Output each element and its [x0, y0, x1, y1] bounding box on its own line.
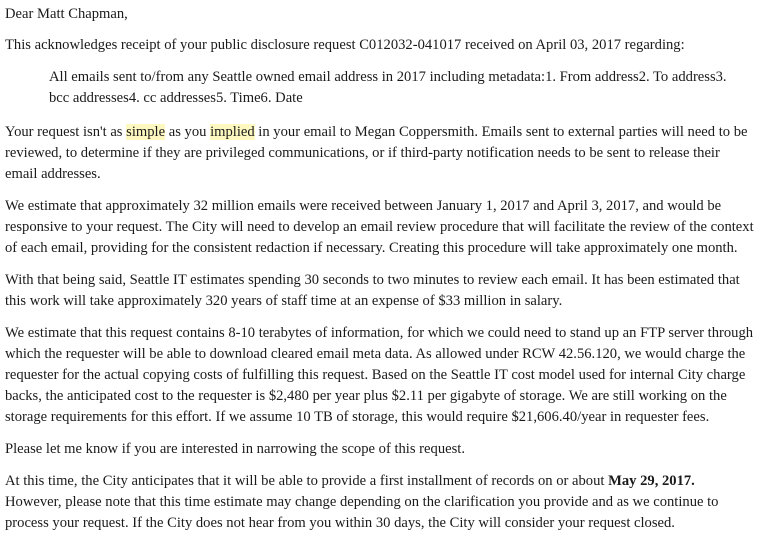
simple-text-3: in your email to Megan Coppersmith. Emails sent to external parties will need to be reviewed, to determine if they are privileged communications, or if third-party notification needs to be sent to release their email addresses.	[5, 124, 748, 182]
timeline-text-1: At this time, the City anticipates that it will be able to provide a first installment of records on or about	[5, 473, 609, 489]
salutation: Dear Matt Chapman,	[5, 6, 128, 22]
acknowledgement-paragraph: This acknowledges receipt of your public disclosure request C012032-041017 received on April 03, 2017 regarding:	[5, 37, 685, 53]
narrow-scope-paragraph: Please let me know if you are interested in narrowing the scope of this request.	[5, 441, 465, 457]
installment-date: May 29, 2017.	[608, 473, 695, 489]
simple-text-2: as you	[165, 124, 211, 140]
it-estimate-paragraph: With that being said, Seattle IT estimates spending 30 seconds to two minutes to review each email. It has been estimated that this work will take approximately 320 years of staff time at an expense of $33 million in salary.	[5, 272, 740, 309]
highlight-implied: implied	[210, 124, 255, 140]
timeline-paragraph	[5, 471, 755, 534]
highlight-simple: simple	[126, 124, 166, 140]
timeline-text-2: However, please note that this time estimate may change depending on the clarification you provide and as we continue to process your request. If the City does not hear from you within 30 days, the City will consider your request closed.	[5, 494, 719, 531]
request-quote: All emails sent to/from any Seattle owned email address in 2017 including metadata:1. From address2. To address3. bcc addresses4. cc addresses5. Time6. Date	[49, 69, 727, 106]
simple-paragraph	[5, 122, 755, 185]
estimate-paragraph: We estimate that approximately 32 million emails were received between January 1, 2017 and April 3, 2017, and would be responsive to your request. The City will need to develop an email review procedure that will facilitate the review of the context of each email, providing for the consistent redaction if necessary. Creating this procedure will take approximately one month.	[5, 198, 754, 256]
simple-text-1: Your request isn't as	[5, 124, 127, 140]
terabytes-paragraph: We estimate that this request contains 8-10 terabytes of information, for which we could need to stand up an FTP server through which the requester will be able to download cleared email meta data. As allowed under RCW 42.56.120, we would charge the requester for the actual copying costs of fulfilling this request. Based on the Seattle IT cost model used for internal City charge backs, the anticipated cost to the requester is $2,480 per year plus $2.11 per gigabyte of storage. We are still working on the storage requirements for this effort. If we assume 10 TB of storage, this would require $21,606.40/year in requester fees.	[5, 325, 754, 425]
